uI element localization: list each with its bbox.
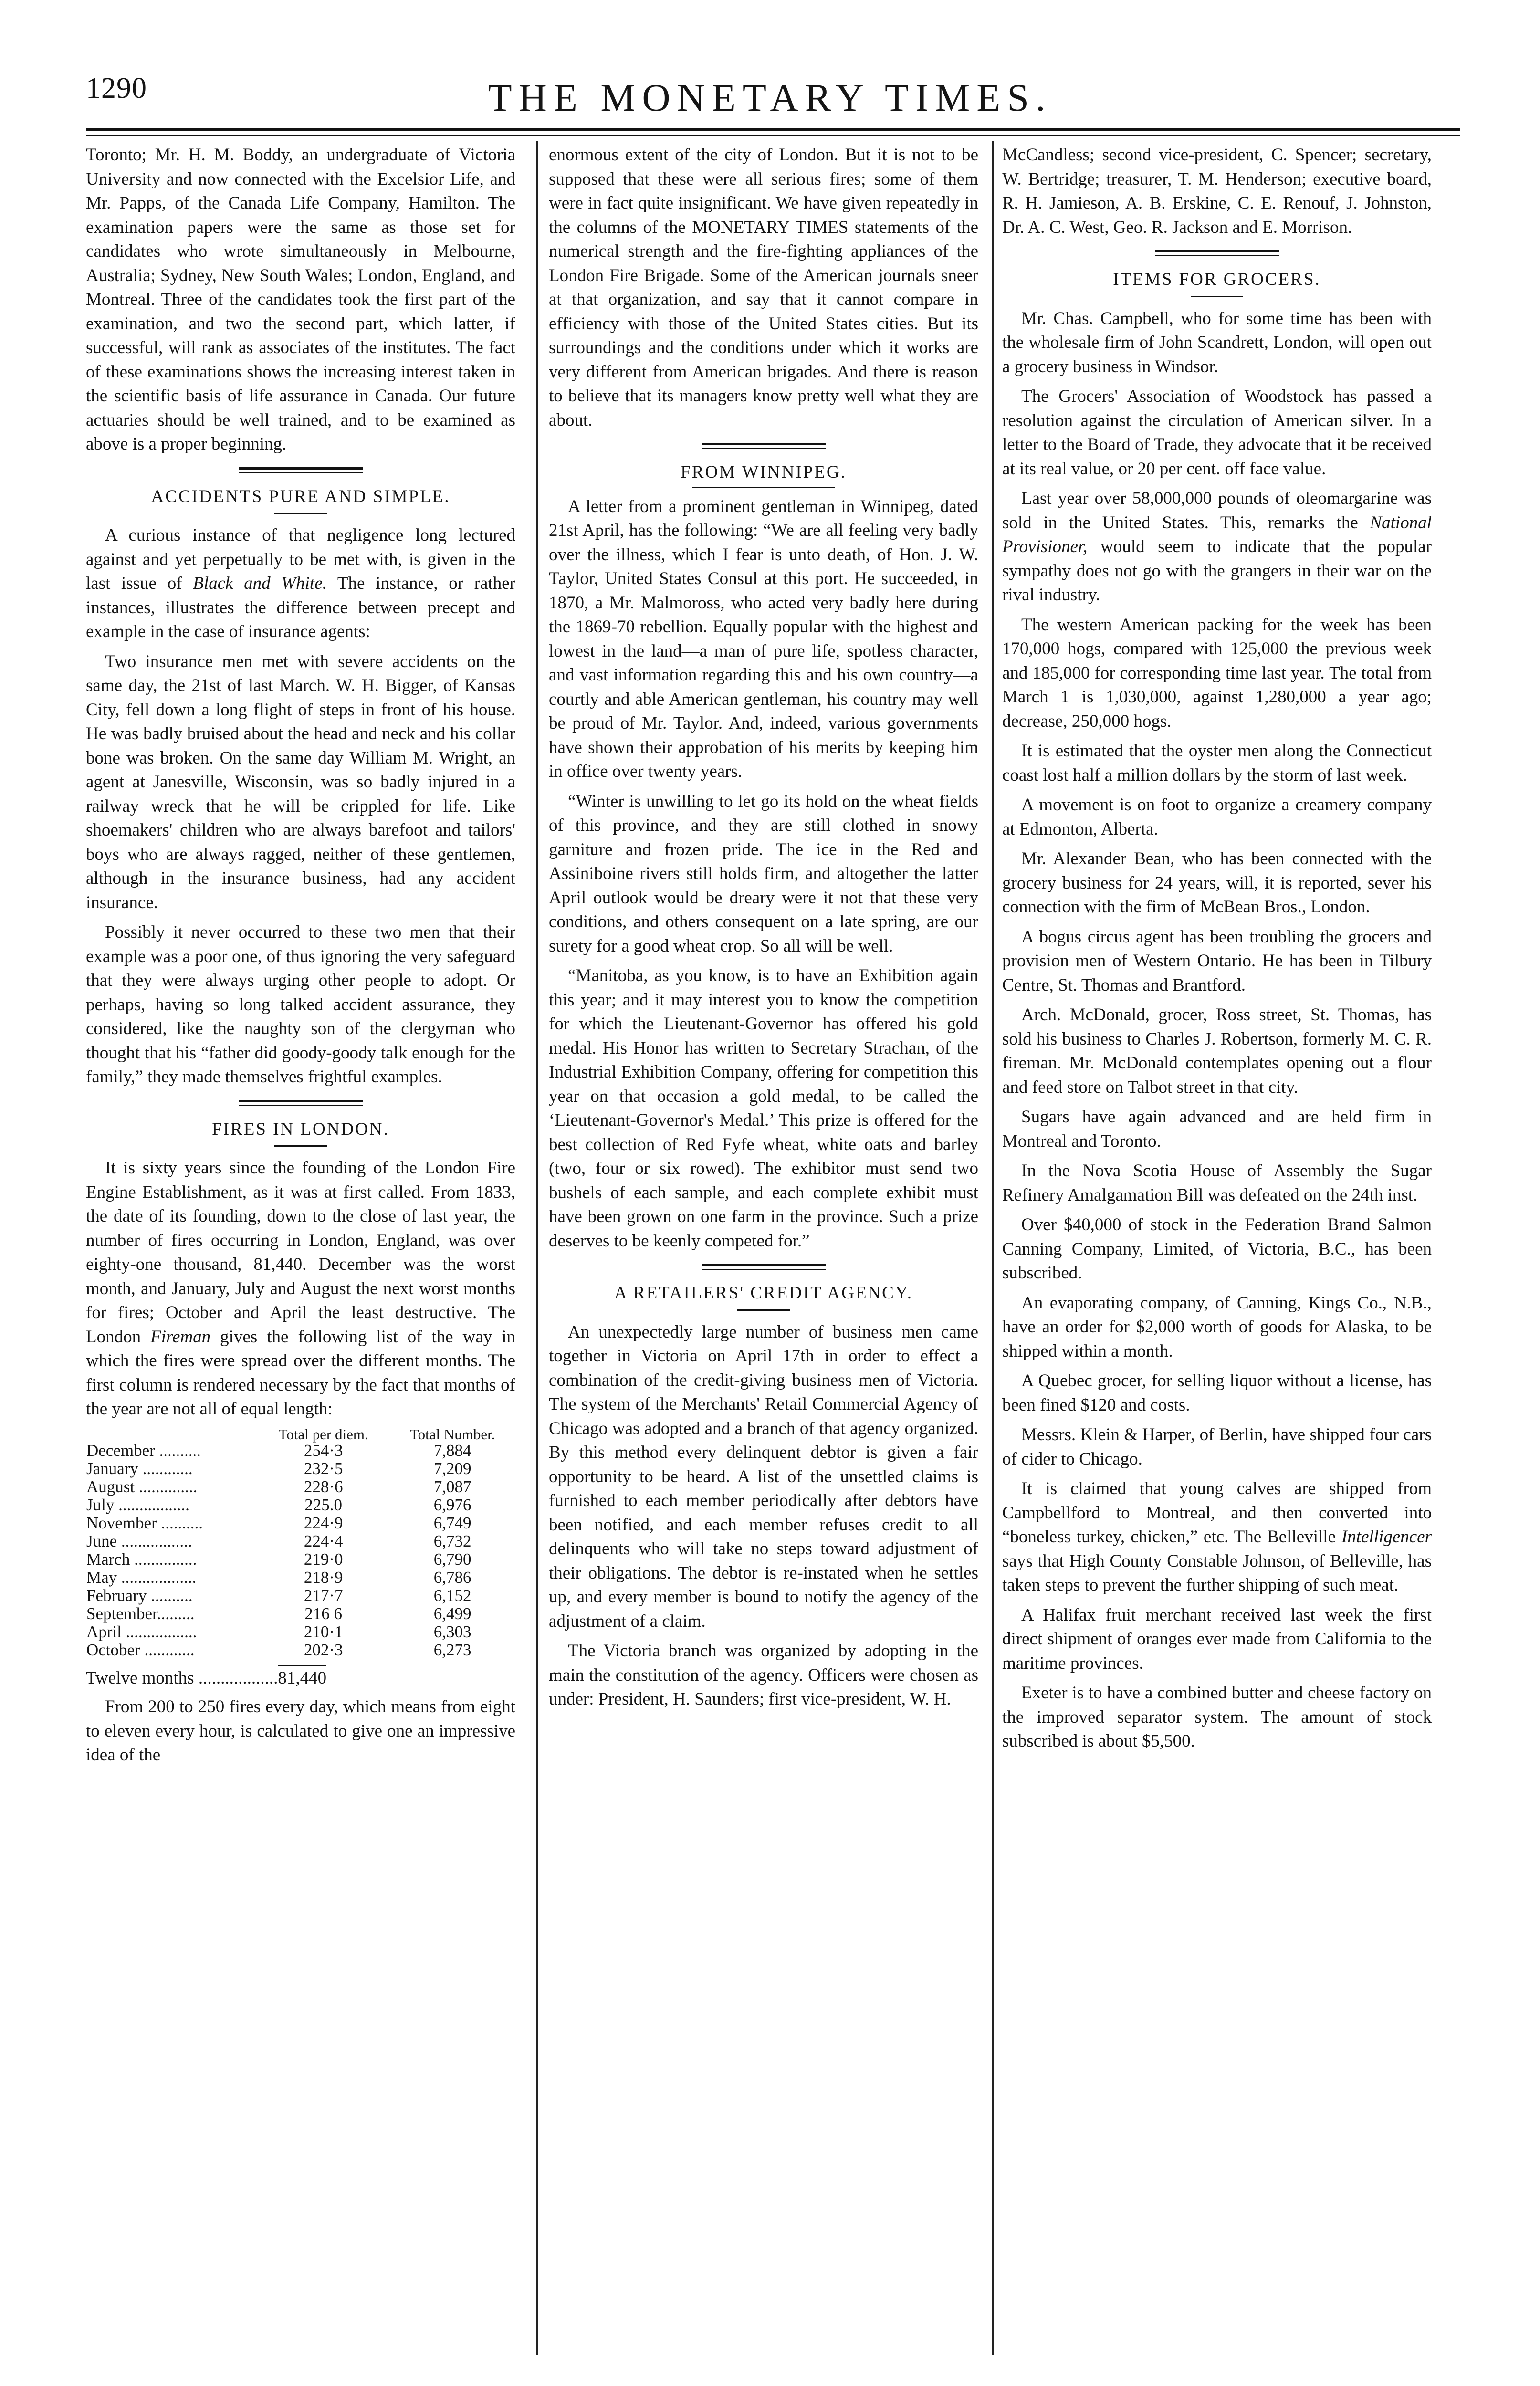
news-item: Mr. Chas. Campbell, who for some time has been with the wholesale firm of John Scandrett, London, will open out a grocery business in Windsor. <box>1002 308 1432 377</box>
article-paragraph: Possibly it never occurred to these two men that their example was a poor one, of thus ignoring the very safeguard that they were always urging other people to adopt. Or perhaps, having so long talked accident assurance, they considered, like the naughty son of the clergyman who thought that his “father did goody-goody talk enough for the family,” they made themselves frightful examples. <box>86 922 515 1087</box>
table-cell-month: October ............ <box>86 1640 195 1659</box>
table-cell-month: March ............... <box>86 1549 197 1569</box>
heading-rule <box>1191 296 1243 297</box>
section-separator <box>239 467 363 473</box>
article-paragraph: The Victoria branch was organized by adopting in the main the constitution of the agency. Officers were chosen as under: President, H. Saunders; first vice-president, W. H. <box>549 1641 978 1709</box>
table-cell-per-diem: 217·7 <box>304 1586 343 1605</box>
table-cell-month: February .......... <box>86 1586 193 1605</box>
article-paragraph: “Manitoba, as you know, is to have an Exhibition again this year; and it may interest you to know the competition for which the Lieutenant-Governor has offered his gold medal. His Honor has written to Secretary Strachan, of the Industrial Exhibition Company, offering for competition this year on that occasion a gold medal, to be called the ‘Lieutenant-Governor's Medal.’ This prize is offered for the best collection of Red Fyfe wheat, white oats and barley (two, four or six rowed). The exhibitor must send two bushels of each sample, and each complete exhibit must have been grown on one farm in the province. Such a prize deserves to be keenly competed for.” <box>549 966 978 1251</box>
news-item: A bogus circus agent has been troubling the grocers and provision men of Western Ontario. He has been in Tilbury Centre, St. Thomas and Brantford. <box>1002 927 1432 995</box>
table-cell-total: 6,152 <box>433 1586 471 1605</box>
table-row <box>86 1442 515 1460</box>
column-divider <box>992 141 994 2355</box>
table-cell-month: August .............. <box>86 1477 198 1496</box>
news-item <box>1002 487 1432 607</box>
masthead-title: THE MONETARY TIMES. <box>488 76 1052 119</box>
table-cell-month: November .......... <box>86 1513 203 1532</box>
table-cell-per-diem: 232·5 <box>304 1459 343 1478</box>
table-cell-per-diem: 225.0 <box>304 1495 343 1514</box>
table-header: Total per diem. <box>278 1425 368 1443</box>
article-paragraph: From 200 to 250 fires every day, which means from eight to eleven every hour, is calculated to give one an impressive idea of the <box>86 1697 515 1765</box>
news-item: The Grocers' Association of Woodstock has passed a resolution against the circulation of American silver. In a letter to the Board of Trade, they advocate that it be received at its real value, or 20 per cent. off face value. <box>1002 387 1432 479</box>
table-cell-per-diem: 202·3 <box>304 1640 343 1659</box>
table-header-row <box>86 1427 515 1442</box>
publication-title: National Provisioner, <box>1002 513 1432 556</box>
table-row <box>86 1496 515 1514</box>
table-total-row <box>86 1665 515 1691</box>
table-cell-month: July ................. <box>86 1495 189 1514</box>
column-divider <box>536 141 538 2355</box>
article-paragraph <box>86 1156 515 1422</box>
news-item: Mr. Alexander Bean, who has been connected with the grocery business for 24 years, will, it is reported, sever his connection with the firm of McBean Bros., London. <box>1002 849 1432 917</box>
table-cell-total: 7,087 <box>433 1477 471 1496</box>
article-paragraph: Two insurance men met with severe accidents on the same day, the 21st of last March. W. H. Bigger, of Kansas City, fell down a long flight of steps in front of his house. He was badly bruised about the head and neck and his collar bone was broken. On the same day William M. Wright, an agent at Janesville, Wisconsin, was so badly injured in a railway wreck that he will be crippled for life. Like shoemakers' children who are always barefoot and tailors' boys who are always ragged, neither of these gentlemen, although in the insurance business, had any accident insurance. <box>86 651 515 912</box>
news-item: A movement is on foot to organize a creamery company at Edmonton, Alberta. <box>1002 795 1432 839</box>
table-row <box>86 1460 515 1478</box>
table-row <box>86 1550 515 1569</box>
news-item: An evaporating company, of Canning, Kings Co., N.B., have an order for $2,000 worth of goods for Alaska, to be shipped within a month. <box>1002 1293 1432 1361</box>
table-cell-month: January ............ <box>86 1459 193 1478</box>
article-paragraph <box>86 523 515 644</box>
news-item: A Quebec grocer, for selling liquor without a license, has been fined $120 and costs. <box>1002 1371 1432 1415</box>
table-cell-per-diem: 210·1 <box>304 1622 343 1641</box>
text-run: The instance, or rather instances, illustrates the difference between precept and example in the case of insurance agents: <box>86 574 515 641</box>
section-heading-winnipeg: FROM WINNIPEG. <box>681 462 847 482</box>
article-paragraph: “Winter is unwilling to let go its hold on the wheat fields of this province, and they are still clothed in snowy garniture and frozen pride. The ice in the Red and Assiniboine rivers still holds firm, and altogether the latter April outlook would be dreary were it not that these very conditions, and others consequent on a late spring, are our surety for a good wheat crop. So all will be well. <box>549 791 978 956</box>
table-header <box>86 1427 257 1442</box>
masthead-rule <box>86 128 1460 131</box>
table-cell-month: December .......... <box>86 1441 201 1460</box>
text-run: Last year over 58,000,000 pounds of oleomargarine was sold in the United States. This, remarks the <box>1002 489 1432 533</box>
column-1 <box>86 143 515 2367</box>
article-paragraph: An unexpectedly large number of business men came together in Victoria on April 17th in order to effect a combination of the credit-giving business men of Victoria. The system of the Merchants' Retail Commercial Agency of Chicago was adopted and a branch of that agency organized. By this method every delinquent debtor is given a fair opportunity to be heard. A list of the unsettled claims is furnished to each member periodically after debtors have been notified, and each member refuses credit to all delinquents who will take no steps toward adjustment of their obligations. The debtor is re-instated when he settles up, and every member is bound to notify the agency of the adjustment of a claim. <box>549 1322 978 1631</box>
masthead-rule-thin <box>86 135 1460 136</box>
publication-title: Intelligencer <box>1341 1527 1432 1547</box>
news-item: In the Nova Scotia House of Assembly the Sugar Refinery Amalgamation Bill was defeated on the 24th inst. <box>1002 1161 1432 1205</box>
heading-rule <box>737 1309 790 1311</box>
article-continuation: enormous extent of the city of London. But it is not to be supposed that these were all serious fires; some of them were in fact quite insignificant. We have given repeatedly in the columns of the MONETARY TIMES statements of the numerical strength and the fire-fighting appliances of the London Fire Brigade. Some of the American journals sneer at that organization, and say that it cannot compare in efficiency with those of the United States cities. But its surroundings and the conditions under which it works are very different from American brigades. And there is reason to believe that its managers know pretty well what they are about. <box>549 145 978 430</box>
table-row <box>86 1569 515 1587</box>
section-heading-accidents: ACCIDENTS PURE AND SIMPLE. <box>151 486 450 506</box>
table-cell-per-diem: 228·6 <box>304 1477 343 1496</box>
publication-title: Fireman <box>150 1327 211 1347</box>
news-item: Arch. McDonald, grocer, Ross street, St. Thomas, has sold his business to Charles J. Robertson, formerly M. C. R. fireman. Mr. McDonald contemplates opening out a flour and feed store on Talbot street in that city. <box>1002 1005 1432 1097</box>
table-cell-per-diem: 224·9 <box>304 1513 343 1532</box>
table-cell-month: April ................. <box>86 1622 197 1641</box>
table-row <box>86 1623 515 1641</box>
column-3 <box>1002 143 1432 2367</box>
table-cell-month: May .................. <box>86 1568 197 1587</box>
table-cell-total: 6,273 <box>433 1640 471 1659</box>
table-cell-total: 6,976 <box>433 1495 471 1514</box>
section-heading-grocers: ITEMS FOR GROCERS. <box>1113 270 1321 289</box>
news-item: The western American packing for the week has been 170,000 hogs, compared with 125,000 the previous week and 185,000 for corresponding time last year. The total from March 1 is 1,030,000, against 1,280,000 a year ago; decrease, 250,000 hogs. <box>1002 615 1432 731</box>
news-item <box>1002 1477 1432 1598</box>
text-run: It is claimed that young calves are shipped from Campbellford to Montreal, and then converted into “boneless turkey, chicken,” etc. The Belleville <box>1002 1479 1432 1547</box>
news-item: Sugars have again advanced and are held firm in Montreal and Toronto. <box>1002 1107 1432 1151</box>
text-run: says that High County Constable Johnson, of Belleville, has taken steps to prevent the further shipping of such meat. <box>1002 1551 1432 1595</box>
text-run: It is sixty years since the founding of the London Fire Engine Establishment, as it was at first called. From 1833, the date of its founding, down to the close of last year, the number of fires occurring in London, England, was over eighty-one thousand, 81,440. December was the worst month, and January, July and August the next worst months for fires; October and April the least destructive. The London <box>86 1158 515 1347</box>
news-item: Exeter is to have a combined butter and cheese factory on the improved separator system. The amount of stock subscribed is about $5,500. <box>1002 1683 1432 1751</box>
news-item: Over $40,000 of stock in the Federation Brand Salmon Canning Company, Limited, of Victoria, B.C., has been subscribed. <box>1002 1215 1432 1283</box>
table-cell-per-diem: 254·3 <box>304 1441 343 1460</box>
section-separator <box>1155 250 1279 256</box>
article-paragraph: A letter from a prominent gentleman in Winnipeg, dated 21st April, has the following: “We are all feeling very badly over the illness, which I fear is unto death, of Hon. J. W. Taylor, United States Consul at this port. He succeeded, in 1870, a Mr. Malmoross, who acted very badly here during the 1869-70 rebellion. Equally popular with the highest and lowest in the land—a man of pure life, spotless character, and vast information regarding this and his own country—a courtly and able American gentleman, his country may well be proud of Mr. Taylor. And, indeed, various governments have shown their approbation of his merits by keeping him in office over twenty years. <box>549 496 978 781</box>
section-separator <box>702 1264 826 1270</box>
news-item: It is estimated that the oyster men along the Connecticut coast lost half a million dollars by the storm of last week. <box>1002 741 1432 785</box>
table-cell-total: 6,732 <box>433 1531 471 1550</box>
table-cell-per-diem: 216 6 <box>304 1604 343 1623</box>
table-cell-total: 6,303 <box>433 1622 471 1641</box>
table-cell-total: 7,884 <box>433 1441 471 1460</box>
heading-rule <box>274 1145 327 1147</box>
table-cell-per-diem: 224·4 <box>304 1531 343 1550</box>
page-number: 1290 <box>86 72 147 105</box>
table-cell-total: 6,749 <box>433 1513 471 1532</box>
article-continuation: Toronto; Mr. H. M. Boddy, an undergraduate of Victoria University and now connected with the Excelsior Life, and Mr. Papps, of the Canada Life Company, Hamilton. The examination papers were the same as those set for candidates who wrote simultaneously in Melbourne, Australia; Sydney, New South Wales; London, England, and Montreal. Three of the candidates took the first part of the examination, and two the second part, which latter, if successful, will rank as associates of the institutes. The fact of these examinations shows the increasing interest taken in the scientific basis of life assurance in Canada. Our future actuaries should be well trained, and to be examined as above is a proper beginning. <box>86 145 515 454</box>
article-continuation: McCandless; second vice-president, C. Spencer; secretary, W. Bertridge; treasurer, T. M. Henderson; executive board, R. H. Jamieson, A. B. Erskine, C. E. Renouf, J. Johnston, Dr. A. C. West, Geo. R. Jackson and E. Morrison. <box>1002 145 1432 237</box>
table-row <box>86 1587 515 1605</box>
table-row <box>86 1514 515 1532</box>
news-item: Messrs. Klein & Harper, of Berlin, have shipped four cars of cider to Chicago. <box>1002 1425 1432 1469</box>
table-row <box>86 1532 515 1550</box>
total-value: 81,440 <box>278 1665 326 1691</box>
table-cell-total: 6,790 <box>433 1549 471 1569</box>
section-heading-fires: FIRES IN LONDON. <box>212 1119 389 1139</box>
table-cell-total: 7,209 <box>433 1459 471 1478</box>
fires-table <box>86 1427 515 1659</box>
section-separator <box>239 1100 363 1106</box>
total-label: Twelve months .................. <box>86 1668 278 1688</box>
table-row <box>86 1605 515 1623</box>
heading-rule <box>692 487 835 488</box>
news-item: A Halifax fruit merchant received last week the first direct shipment of oranges ever made from California to the maritime provinces. <box>1002 1605 1432 1673</box>
heading-rule <box>274 513 327 514</box>
table-row <box>86 1478 515 1496</box>
table-cell-total: 6,786 <box>433 1568 471 1587</box>
table-cell-per-diem: 218·9 <box>304 1568 343 1587</box>
table-cell-month: June ................. <box>86 1531 192 1550</box>
table-cell-total: 6,499 <box>433 1604 471 1623</box>
table-cell-per-diem: 219·0 <box>304 1549 343 1569</box>
table-header: Total Number. <box>409 1425 495 1443</box>
column-2 <box>549 143 978 2367</box>
section-separator <box>702 443 826 449</box>
section-heading-credit-agency: A RETAILERS' CREDIT AGENCY. <box>614 1283 913 1303</box>
text-run: gives the following list of the way in which the fires were spread over the different months. The first column is rendered necessary by the fact that months of the year are not all of equal length: <box>86 1327 515 1419</box>
publication-title: Black and White. <box>193 574 327 593</box>
text-run: A curious instance of that negligence long lectured against and yet perpetually to be met with, is given in the last issue of <box>86 525 515 593</box>
text-run: would seem to indicate that the popular sympathy does not go with the grangers in their war on the rival industry. <box>1002 537 1432 605</box>
table-row <box>86 1641 515 1659</box>
table-cell-month: September......... <box>86 1604 195 1623</box>
